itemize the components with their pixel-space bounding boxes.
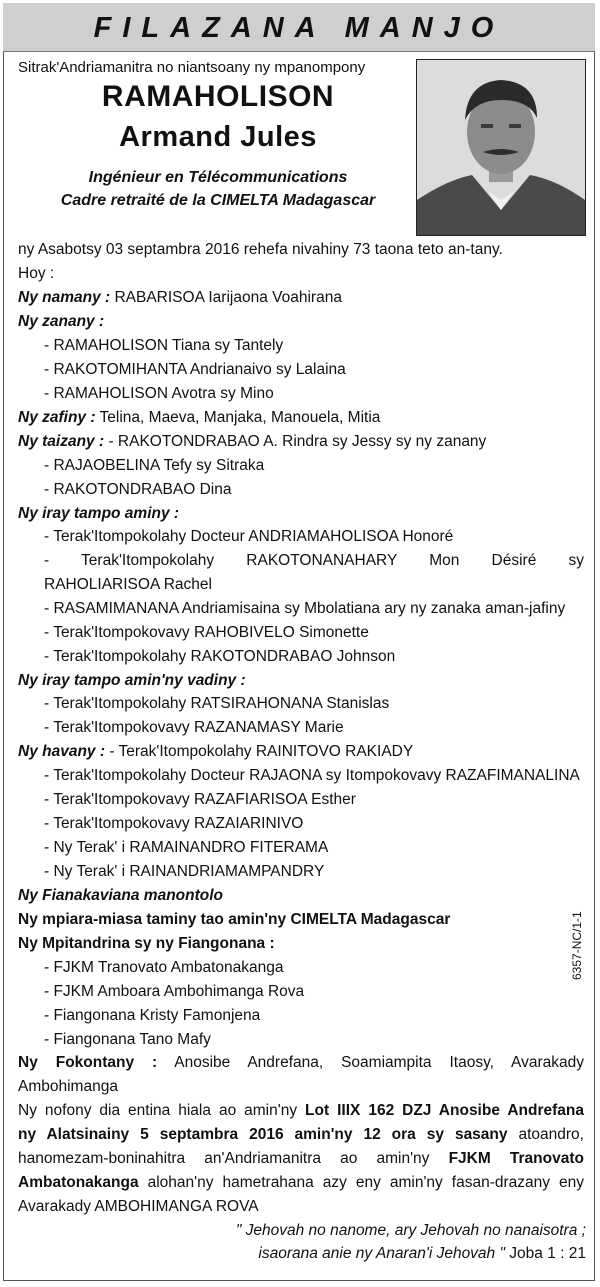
iray-tampo-label: Ny iray tampo aminy : — [18, 505, 180, 522]
death-date-line: ny Asabotsy 03 septambra 2016 rehefa nivahiny 73 taona teto an-tany. — [18, 241, 503, 258]
funeral-location: Lot IIIX 162 DZJ Anosibe Andrefana — [305, 1102, 584, 1119]
havany-label: Ny havany : — [18, 743, 106, 760]
mpiara-miasa-line: Ny mpiara-miasa taminy tao amin'ny CIMELTA Madagascar — [18, 911, 451, 928]
header-banner — [3, 3, 595, 52]
portrait-photo — [416, 59, 586, 236]
havany-first: - Terak'Itompokolahy RAINITOVO RAKIADY — [105, 743, 414, 760]
fokontany-line — [18, 1053, 584, 1073]
banner-title: FILAZANA MANJO — [93, 12, 505, 44]
funeral-date: ny Alatsinainy 5 septambra 2016 amin'ny 12 ora sy sasany — [18, 1126, 508, 1143]
list-item: - Terak'Itompokolahy RATSIRAHONANA Stanislas — [44, 695, 390, 712]
funeral-church: Ambatonakanga — [18, 1174, 139, 1191]
funeral-line-1 — [18, 1101, 584, 1121]
fokontany-text: Anosibe Andrefana, Soamiampita Itaosy, Avarakady — [157, 1054, 585, 1071]
list-item: - Terak'Itompokolahy RAKOTONANAHARY Mon Désiré sy — [44, 552, 584, 569]
list-item: - Terak'Itompokovavy RAZAIARINIVO — [44, 815, 304, 832]
hoy-label: Hoy : — [18, 265, 55, 282]
list-item: - RAMAHOLISON Tiana sy Tantely — [44, 337, 284, 354]
funeral-line-2 — [18, 1125, 584, 1145]
list-item: - RASAMIMANANA Andriamisaina sy Mbolatiana ary ny zanaka aman-jafiny — [44, 600, 566, 617]
verse-line-2 — [258, 1245, 586, 1263]
zafiny-line — [18, 408, 584, 428]
mpitandrina-label: Ny Mpitandrina sy ny Fiangonana : — [18, 935, 275, 952]
taizany-line — [18, 432, 584, 452]
list-item: - RAKOTOMIHANTA Andrianaivo sy Lalaina — [44, 361, 346, 378]
list-item: - RAKOTONDRABAO Dina — [44, 481, 232, 498]
zafiny-text: Telina, Maeva, Manjaka, Manouela, Mitia — [95, 409, 381, 426]
list-item: - FJKM Tranovato Ambatonakanga — [44, 959, 284, 976]
deceased-given-name: Armand Jules — [119, 121, 317, 153]
funeral-line-3 — [18, 1149, 584, 1169]
funeral-text: atoandro, — [507, 1126, 584, 1143]
funeral-text: alohan'ny hametrahana azy eny amin'ny fasan-drazany eny — [138, 1174, 584, 1191]
deceased-position: Cadre retraité de la CIMELTA Madagascar — [60, 192, 376, 209]
funeral-church: FJKM Tranovato — [448, 1150, 584, 1167]
namany-label: Ny namany : — [18, 289, 111, 306]
iray-tampo-vadiny-label: Ny iray tampo amin'ny vadiny : — [18, 672, 246, 689]
verse-line-1: " Jehovah no nanome, ary Jehovah no nanaisotra ; — [235, 1222, 586, 1239]
funeral-text: Ny nofony dia entina hiala ao amin'ny — [18, 1102, 306, 1119]
taizany-label: Ny taizany : — [18, 433, 105, 450]
fokontany-line-2: Ambohimanga — [18, 1078, 118, 1095]
ad-code: 6357-NC/1-1 — [570, 911, 584, 980]
funeral-text: hanomezam-boninahitra an'Andriamanitra ao amin'ny — [18, 1150, 449, 1167]
list-item: - Terak'Itompokovavy RAZANAMASY Marie — [44, 719, 344, 736]
list-item: - Ny Terak' i RAINANDRIAMAMPANDRY — [44, 863, 325, 880]
list-item: - Terak'Itompokolahy Docteur RAJAONA sy Itompokovavy RAZAFIMANALINA — [44, 767, 580, 784]
funeral-line-5: Avarakady AMBOHIMANGA ROVA — [18, 1198, 259, 1215]
verse-text: isaorana anie ny Anaran'i Jehovah " — [258, 1245, 505, 1262]
list-item: - Terak'Itompokolahy RAKOTONDRABAO Johnson — [44, 648, 396, 665]
fianakaviana-line: Ny Fianakaviana manontolo — [18, 887, 223, 904]
list-item: - Terak'Itompokolahy Docteur ANDRIAMAHOLISOA Honoré — [44, 528, 454, 545]
intro-text: Sitrak'Andriamanitra no niantsoany ny mpanompony — [18, 59, 366, 76]
deceased-profession: Ingénieur en Télécommunications — [88, 169, 348, 186]
list-item-continuation: RAHOLIARISOA Rachel — [44, 576, 212, 593]
list-item: - Ny Terak' i RAMAINANDRO FITERAMA — [44, 839, 329, 856]
zafiny-label: Ny zafiny : — [18, 409, 96, 426]
list-item: - FJKM Amboara Ambohimanga Rova — [44, 983, 305, 1000]
deceased-surname: RAMAHOLISON — [101, 80, 335, 113]
portrait-icon — [417, 60, 585, 235]
list-item: - Terak'Itompokovavy RAZAFIARISOA Esther — [44, 791, 356, 808]
list-item: - Terak'Itompokovavy RAHOBIVELO Simonette — [44, 624, 369, 641]
funeral-line-4 — [18, 1173, 584, 1193]
taizany-first: - RAKOTONDRABAO A. Rindra sy Jessy sy ny zanany — [104, 433, 487, 450]
zanany-label: Ny zanany : — [18, 313, 105, 330]
list-item: - RAJAOBELINA Tefy sy Sitraka — [44, 457, 265, 474]
namany-text: RABARISOA Iarijaona Voahirana — [110, 289, 342, 306]
list-item: - Fiangonana Tano Mafy — [44, 1031, 211, 1048]
havany-line — [18, 742, 584, 762]
verse-reference: Joba 1 : 21 — [504, 1245, 586, 1262]
list-item: - Fiangonana Kristy Famonjena — [44, 1007, 261, 1024]
list-item: - RAMAHOLISON Avotra sy Mino — [44, 385, 274, 402]
fokontany-label: Ny Fokontany : — [18, 1054, 158, 1071]
namany-line — [18, 288, 584, 308]
